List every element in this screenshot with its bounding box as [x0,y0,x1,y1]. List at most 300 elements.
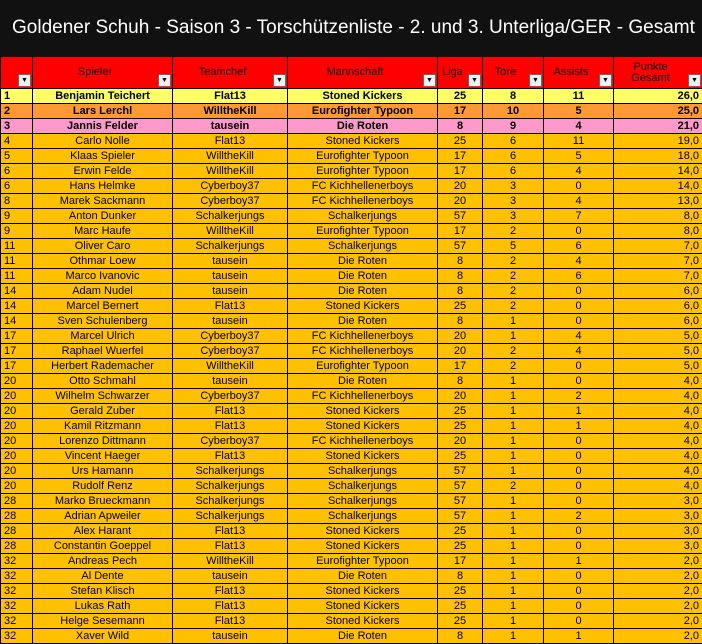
cell-mannschaft[interactable]: Schalkerjungs [288,479,438,494]
cell-mannschaft[interactable]: Eurofighter Typoon [288,359,438,374]
cell-punkte[interactable]: 4,0 [614,479,702,494]
cell-assists[interactable]: 5 [544,149,614,164]
cell-punkte[interactable]: 6,0 [614,299,702,314]
cell-spieler[interactable]: Lars Lerchl [33,104,173,119]
cell-assists[interactable]: 0 [544,449,614,464]
cell-spieler[interactable]: Wilhelm Schwarzer [33,389,173,404]
cell-platz[interactable]: 2 [1,104,33,119]
cell-tore[interactable]: 1 [483,434,544,449]
cell-punkte[interactable]: 5,0 [614,359,702,374]
filter-dropdown-icon[interactable]: ▼ [423,74,436,87]
cell-platz[interactable]: 11 [1,239,33,254]
cell-spieler[interactable]: Marcel Ulrich [33,329,173,344]
cell-assists[interactable]: 2 [544,509,614,524]
cell-platz[interactable]: 4 [1,134,33,149]
cell-assists[interactable]: 7 [544,209,614,224]
cell-spieler[interactable]: Carlo Nolle [33,134,173,149]
cell-tore[interactable]: 1 [483,599,544,614]
cell-assists[interactable]: 0 [544,284,614,299]
cell-punkte[interactable]: 13,0 [614,194,702,209]
cell-mannschaft[interactable]: Stoned Kickers [288,524,438,539]
cell-assists[interactable]: 0 [544,494,614,509]
cell-spieler[interactable]: Herbert Rademacher [33,359,173,374]
cell-teamchef[interactable]: Flat13 [173,89,288,104]
cell-tore[interactable]: 1 [483,554,544,569]
cell-assists[interactable]: 4 [544,164,614,179]
cell-assists[interactable]: 0 [544,224,614,239]
cell-punkte[interactable]: 14,0 [614,164,702,179]
cell-teamchef[interactable]: Cyberboy37 [173,389,288,404]
cell-mannschaft[interactable]: Eurofighter Typoon [288,149,438,164]
cell-tore[interactable]: 1 [483,539,544,554]
cell-teamchef[interactable]: WilltheKill [173,104,288,119]
cell-mannschaft[interactable]: Stoned Kickers [288,584,438,599]
cell-platz[interactable]: 28 [1,539,33,554]
cell-mannschaft[interactable]: Stoned Kickers [288,614,438,629]
cell-punkte[interactable]: 4,0 [614,464,702,479]
cell-punkte[interactable]: 2,0 [614,599,702,614]
cell-spieler[interactable]: Oliver Caro [33,239,173,254]
cell-punkte[interactable]: 7,0 [614,254,702,269]
cell-liga[interactable]: 25 [438,449,483,464]
cell-mannschaft[interactable]: Eurofighter Typoon [288,224,438,239]
cell-tore[interactable]: 1 [483,629,544,644]
cell-teamchef[interactable]: tausein [173,284,288,299]
cell-liga[interactable]: 57 [438,464,483,479]
cell-spieler[interactable]: Marco Ivanovic [33,269,173,284]
cell-liga[interactable]: 20 [438,194,483,209]
cell-mannschaft[interactable]: Die Roten [288,569,438,584]
cell-spieler[interactable]: Marcel Bernert [33,299,173,314]
cell-assists[interactable]: 6 [544,239,614,254]
cell-tore[interactable]: 1 [483,449,544,464]
cell-assists[interactable]: 0 [544,479,614,494]
cell-tore[interactable]: 3 [483,194,544,209]
cell-mannschaft[interactable]: Eurofighter Typoon [288,164,438,179]
cell-platz[interactable]: 3 [1,119,33,134]
cell-punkte[interactable]: 4,0 [614,404,702,419]
cell-mannschaft[interactable]: Schalkerjungs [288,239,438,254]
cell-punkte[interactable]: 4,0 [614,449,702,464]
cell-assists[interactable]: 5 [544,104,614,119]
cell-teamchef[interactable]: Flat13 [173,134,288,149]
cell-teamchef[interactable]: tausein [173,119,288,134]
cell-assists[interactable]: 0 [544,314,614,329]
cell-spieler[interactable]: Klaas Spieler [33,149,173,164]
cell-mannschaft[interactable]: Stoned Kickers [288,404,438,419]
cell-mannschaft[interactable]: Die Roten [288,374,438,389]
cell-assists[interactable]: 0 [544,524,614,539]
cell-platz[interactable]: 20 [1,389,33,404]
cell-liga[interactable]: 20 [438,179,483,194]
cell-teamchef[interactable]: Flat13 [173,614,288,629]
cell-spieler[interactable]: Benjamin Teichert [33,89,173,104]
cell-teamchef[interactable]: Schalkerjungs [173,464,288,479]
cell-assists[interactable]: 0 [544,359,614,374]
cell-teamchef[interactable]: Cyberboy37 [173,179,288,194]
cell-assists[interactable]: 4 [544,194,614,209]
cell-liga[interactable]: 25 [438,539,483,554]
cell-teamchef[interactable]: WilltheKill [173,554,288,569]
cell-teamchef[interactable]: Flat13 [173,299,288,314]
cell-mannschaft[interactable]: FC Kichhellenerboys [288,179,438,194]
cell-punkte[interactable]: 5,0 [614,344,702,359]
cell-platz[interactable]: 20 [1,374,33,389]
cell-tore[interactable]: 1 [483,524,544,539]
cell-punkte[interactable]: 2,0 [614,584,702,599]
cell-spieler[interactable]: Al Dente [33,569,173,584]
cell-platz[interactable]: 11 [1,254,33,269]
cell-liga[interactable]: 25 [438,599,483,614]
cell-liga[interactable]: 20 [438,434,483,449]
cell-teamchef[interactable]: Schalkerjungs [173,209,288,224]
cell-assists[interactable]: 6 [544,269,614,284]
cell-teamchef[interactable]: Schalkerjungs [173,509,288,524]
cell-spieler[interactable]: Lukas Rath [33,599,173,614]
cell-tore[interactable]: 1 [483,509,544,524]
cell-tore[interactable]: 1 [483,329,544,344]
cell-punkte[interactable]: 4,0 [614,374,702,389]
cell-mannschaft[interactable]: Stoned Kickers [288,89,438,104]
cell-punkte[interactable]: 3,0 [614,539,702,554]
cell-platz[interactable]: 17 [1,359,33,374]
cell-spieler[interactable]: Lorenzo Dittmann [33,434,173,449]
cell-mannschaft[interactable]: FC Kichhellenerboys [288,329,438,344]
cell-platz[interactable]: 28 [1,494,33,509]
cell-tore[interactable]: 2 [483,224,544,239]
cell-spieler[interactable]: Anton Dunker [33,209,173,224]
cell-liga[interactable]: 25 [438,524,483,539]
cell-spieler[interactable]: Jannis Felder [33,119,173,134]
cell-liga[interactable]: 20 [438,329,483,344]
filter-dropdown-icon[interactable]: ▼ [599,74,612,87]
cell-assists[interactable]: 4 [544,344,614,359]
cell-mannschaft[interactable]: Die Roten [288,254,438,269]
cell-assists[interactable]: 0 [544,614,614,629]
cell-assists[interactable]: 0 [544,539,614,554]
cell-punkte[interactable]: 19,0 [614,134,702,149]
cell-liga[interactable]: 8 [438,284,483,299]
cell-punkte[interactable]: 3,0 [614,494,702,509]
cell-tore[interactable]: 2 [483,479,544,494]
cell-punkte[interactable]: 7,0 [614,269,702,284]
cell-liga[interactable]: 25 [438,614,483,629]
cell-spieler[interactable]: Stefan Klisch [33,584,173,599]
cell-assists[interactable]: 1 [544,404,614,419]
cell-teamchef[interactable]: tausein [173,374,288,389]
cell-spieler[interactable]: Rudolf Renz [33,479,173,494]
cell-mannschaft[interactable]: Die Roten [288,284,438,299]
cell-punkte[interactable]: 3,0 [614,524,702,539]
cell-assists[interactable]: 11 [544,89,614,104]
cell-assists[interactable]: 1 [544,419,614,434]
cell-platz[interactable]: 32 [1,614,33,629]
cell-assists[interactable]: 0 [544,299,614,314]
cell-liga[interactable]: 8 [438,569,483,584]
cell-platz[interactable]: 14 [1,299,33,314]
cell-liga[interactable]: 17 [438,104,483,119]
cell-spieler[interactable]: Raphael Wuerfel [33,344,173,359]
cell-tore[interactable]: 2 [483,359,544,374]
cell-punkte[interactable]: 8,0 [614,209,702,224]
cell-teamchef[interactable]: Cyberboy37 [173,194,288,209]
cell-spieler[interactable]: Adrian Apweiler [33,509,173,524]
cell-liga[interactable]: 57 [438,209,483,224]
cell-platz[interactable]: 20 [1,449,33,464]
filter-dropdown-icon[interactable]: ▼ [468,74,481,87]
cell-tore[interactable]: 6 [483,134,544,149]
cell-assists[interactable]: 4 [544,254,614,269]
cell-platz[interactable]: 1 [1,89,33,104]
cell-spieler[interactable]: Marek Sackmann [33,194,173,209]
cell-liga[interactable]: 25 [438,404,483,419]
cell-punkte[interactable]: 4,0 [614,389,702,404]
cell-spieler[interactable]: Kamil Ritzmann [33,419,173,434]
cell-liga[interactable]: 25 [438,584,483,599]
cell-tore[interactable]: 1 [483,374,544,389]
cell-teamchef[interactable]: Schalkerjungs [173,494,288,509]
cell-tore[interactable]: 1 [483,569,544,584]
cell-tore[interactable]: 3 [483,179,544,194]
cell-platz[interactable]: 32 [1,629,33,644]
cell-mannschaft[interactable]: Die Roten [288,314,438,329]
cell-liga[interactable]: 57 [438,239,483,254]
cell-teamchef[interactable]: tausein [173,254,288,269]
cell-spieler[interactable]: Marc Haufe [33,224,173,239]
cell-platz[interactable]: 20 [1,419,33,434]
cell-spieler[interactable]: Xaver Wild [33,629,173,644]
cell-platz[interactable]: 20 [1,434,33,449]
cell-mannschaft[interactable]: Schalkerjungs [288,509,438,524]
cell-spieler[interactable]: Alex Harant [33,524,173,539]
cell-spieler[interactable]: Gerald Zuber [33,404,173,419]
cell-liga[interactable]: 8 [438,254,483,269]
cell-teamchef[interactable]: Flat13 [173,419,288,434]
cell-assists[interactable]: 0 [544,584,614,599]
cell-mannschaft[interactable]: Eurofighter Typoon [288,554,438,569]
cell-punkte[interactable]: 8,0 [614,224,702,239]
cell-teamchef[interactable]: tausein [173,629,288,644]
cell-mannschaft[interactable]: Stoned Kickers [288,599,438,614]
cell-platz[interactable]: 32 [1,584,33,599]
cell-mannschaft[interactable]: Stoned Kickers [288,539,438,554]
cell-tore[interactable]: 1 [483,419,544,434]
cell-teamchef[interactable]: Cyberboy37 [173,434,288,449]
cell-punkte[interactable]: 4,0 [614,419,702,434]
cell-teamchef[interactable]: WilltheKill [173,224,288,239]
cell-mannschaft[interactable]: FC Kichhellenerboys [288,194,438,209]
cell-teamchef[interactable]: Schalkerjungs [173,479,288,494]
cell-mannschaft[interactable]: Schalkerjungs [288,209,438,224]
cell-tore[interactable]: 6 [483,164,544,179]
filter-dropdown-icon[interactable]: ▼ [18,74,31,87]
cell-liga[interactable]: 25 [438,299,483,314]
cell-tore[interactable]: 5 [483,239,544,254]
cell-mannschaft[interactable]: FC Kichhellenerboys [288,344,438,359]
filter-dropdown-icon[interactable]: ▼ [158,74,171,87]
cell-spieler[interactable]: Constantin Goeppel [33,539,173,554]
cell-platz[interactable]: 32 [1,554,33,569]
cell-punkte[interactable]: 6,0 [614,314,702,329]
cell-assists[interactable]: 0 [544,569,614,584]
cell-teamchef[interactable]: Cyberboy37 [173,329,288,344]
filter-dropdown-icon[interactable]: ▼ [529,74,542,87]
cell-platz[interactable]: 14 [1,284,33,299]
cell-liga[interactable]: 17 [438,359,483,374]
cell-tore[interactable]: 1 [483,584,544,599]
cell-mannschaft[interactable]: Die Roten [288,269,438,284]
cell-tore[interactable]: 2 [483,254,544,269]
cell-platz[interactable]: 17 [1,344,33,359]
cell-punkte[interactable]: 5,0 [614,329,702,344]
cell-liga[interactable]: 57 [438,494,483,509]
cell-teamchef[interactable]: WilltheKill [173,164,288,179]
cell-assists[interactable]: 1 [544,554,614,569]
cell-teamchef[interactable]: Flat13 [173,404,288,419]
cell-liga[interactable]: 20 [438,344,483,359]
cell-mannschaft[interactable]: Schalkerjungs [288,464,438,479]
cell-assists[interactable]: 11 [544,134,614,149]
cell-platz[interactable]: 8 [1,194,33,209]
cell-spieler[interactable]: Helge Sesemann [33,614,173,629]
cell-tore[interactable]: 9 [483,119,544,134]
cell-teamchef[interactable]: tausein [173,569,288,584]
cell-punkte[interactable]: 2,0 [614,569,702,584]
cell-tore[interactable]: 1 [483,389,544,404]
cell-punkte[interactable]: 14,0 [614,179,702,194]
cell-punkte[interactable]: 2,0 [614,554,702,569]
cell-punkte[interactable]: 4,0 [614,434,702,449]
cell-platz[interactable]: 32 [1,569,33,584]
cell-teamchef[interactable]: Flat13 [173,524,288,539]
cell-tore[interactable]: 10 [483,104,544,119]
cell-spieler[interactable]: Otto Schmahl [33,374,173,389]
cell-tore[interactable]: 1 [483,464,544,479]
cell-teamchef[interactable]: Flat13 [173,539,288,554]
cell-spieler[interactable]: Sven Schulenberg [33,314,173,329]
cell-liga[interactable]: 17 [438,224,483,239]
cell-liga[interactable]: 8 [438,119,483,134]
cell-platz[interactable]: 6 [1,164,33,179]
cell-spieler[interactable]: Adam Nudel [33,284,173,299]
cell-tore[interactable]: 2 [483,269,544,284]
cell-tore[interactable]: 1 [483,314,544,329]
cell-punkte[interactable]: 7,0 [614,239,702,254]
cell-punkte[interactable]: 2,0 [614,614,702,629]
cell-tore[interactable]: 8 [483,89,544,104]
cell-platz[interactable]: 6 [1,179,33,194]
cell-liga[interactable]: 8 [438,269,483,284]
cell-teamchef[interactable]: WilltheKill [173,359,288,374]
cell-platz[interactable]: 32 [1,599,33,614]
cell-platz[interactable]: 14 [1,314,33,329]
cell-mannschaft[interactable]: Stoned Kickers [288,449,438,464]
cell-assists[interactable]: 4 [544,329,614,344]
cell-platz[interactable]: 20 [1,479,33,494]
cell-assists[interactable]: 0 [544,374,614,389]
cell-mannschaft[interactable]: Stoned Kickers [288,299,438,314]
cell-liga[interactable]: 8 [438,374,483,389]
cell-platz[interactable]: 20 [1,404,33,419]
cell-assists[interactable]: 0 [544,464,614,479]
cell-liga[interactable]: 17 [438,149,483,164]
cell-mannschaft[interactable]: Eurofighter Typoon [288,104,438,119]
cell-assists[interactable]: 0 [544,179,614,194]
cell-mannschaft[interactable]: Die Roten [288,629,438,644]
cell-spieler[interactable]: Erwin Felde [33,164,173,179]
cell-mannschaft[interactable]: Stoned Kickers [288,134,438,149]
cell-platz[interactable]: 28 [1,509,33,524]
cell-platz[interactable]: 20 [1,464,33,479]
cell-tore[interactable]: 1 [483,494,544,509]
cell-platz[interactable]: 17 [1,329,33,344]
cell-teamchef[interactable]: Schalkerjungs [173,239,288,254]
cell-tore[interactable]: 2 [483,284,544,299]
filter-dropdown-icon[interactable]: ▼ [688,74,701,87]
cell-mannschaft[interactable]: FC Kichhellenerboys [288,434,438,449]
cell-spieler[interactable]: Andreas Pech [33,554,173,569]
cell-mannschaft[interactable]: Schalkerjungs [288,494,438,509]
cell-platz[interactable]: 5 [1,149,33,164]
cell-punkte[interactable]: 25,0 [614,104,702,119]
cell-platz[interactable]: 9 [1,224,33,239]
cell-mannschaft[interactable]: FC Kichhellenerboys [288,389,438,404]
cell-platz[interactable]: 11 [1,269,33,284]
cell-assists[interactable]: 4 [544,119,614,134]
cell-teamchef[interactable]: tausein [173,269,288,284]
cell-liga[interactable]: 57 [438,479,483,494]
cell-liga[interactable]: 20 [438,389,483,404]
cell-teamchef[interactable]: Cyberboy37 [173,344,288,359]
cell-mannschaft[interactable]: Die Roten [288,119,438,134]
cell-liga[interactable]: 25 [438,134,483,149]
cell-teamchef[interactable]: tausein [173,314,288,329]
cell-punkte[interactable]: 21,0 [614,119,702,134]
cell-spieler[interactable]: Marko Brueckmann [33,494,173,509]
cell-liga[interactable]: 8 [438,629,483,644]
cell-platz[interactable]: 9 [1,209,33,224]
cell-spieler[interactable]: Hans Helmke [33,179,173,194]
cell-liga[interactable]: 8 [438,314,483,329]
cell-mannschaft[interactable]: Stoned Kickers [288,419,438,434]
cell-spieler[interactable]: Urs Hamann [33,464,173,479]
cell-spieler[interactable]: Othmar Loew [33,254,173,269]
cell-liga[interactable]: 17 [438,554,483,569]
cell-tore[interactable]: 2 [483,344,544,359]
cell-tore[interactable]: 2 [483,299,544,314]
cell-punkte[interactable]: 2,0 [614,629,702,644]
cell-assists[interactable]: 1 [544,629,614,644]
cell-punkte[interactable]: 26,0 [614,89,702,104]
cell-platz[interactable]: 28 [1,524,33,539]
filter-dropdown-icon[interactable]: ▼ [273,74,286,87]
cell-liga[interactable]: 25 [438,419,483,434]
cell-liga[interactable]: 17 [438,164,483,179]
cell-assists[interactable]: 0 [544,599,614,614]
cell-spieler[interactable]: Vincent Haeger [33,449,173,464]
cell-teamchef[interactable]: Flat13 [173,599,288,614]
cell-tore[interactable]: 1 [483,404,544,419]
cell-punkte[interactable]: 18,0 [614,149,702,164]
cell-tore[interactable]: 1 [483,614,544,629]
cell-tore[interactable]: 6 [483,149,544,164]
cell-teamchef[interactable]: Flat13 [173,449,288,464]
cell-punkte[interactable]: 6,0 [614,284,702,299]
cell-teamchef[interactable]: Flat13 [173,584,288,599]
cell-assists[interactable]: 0 [544,434,614,449]
cell-punkte[interactable]: 3,0 [614,509,702,524]
cell-liga[interactable]: 57 [438,509,483,524]
